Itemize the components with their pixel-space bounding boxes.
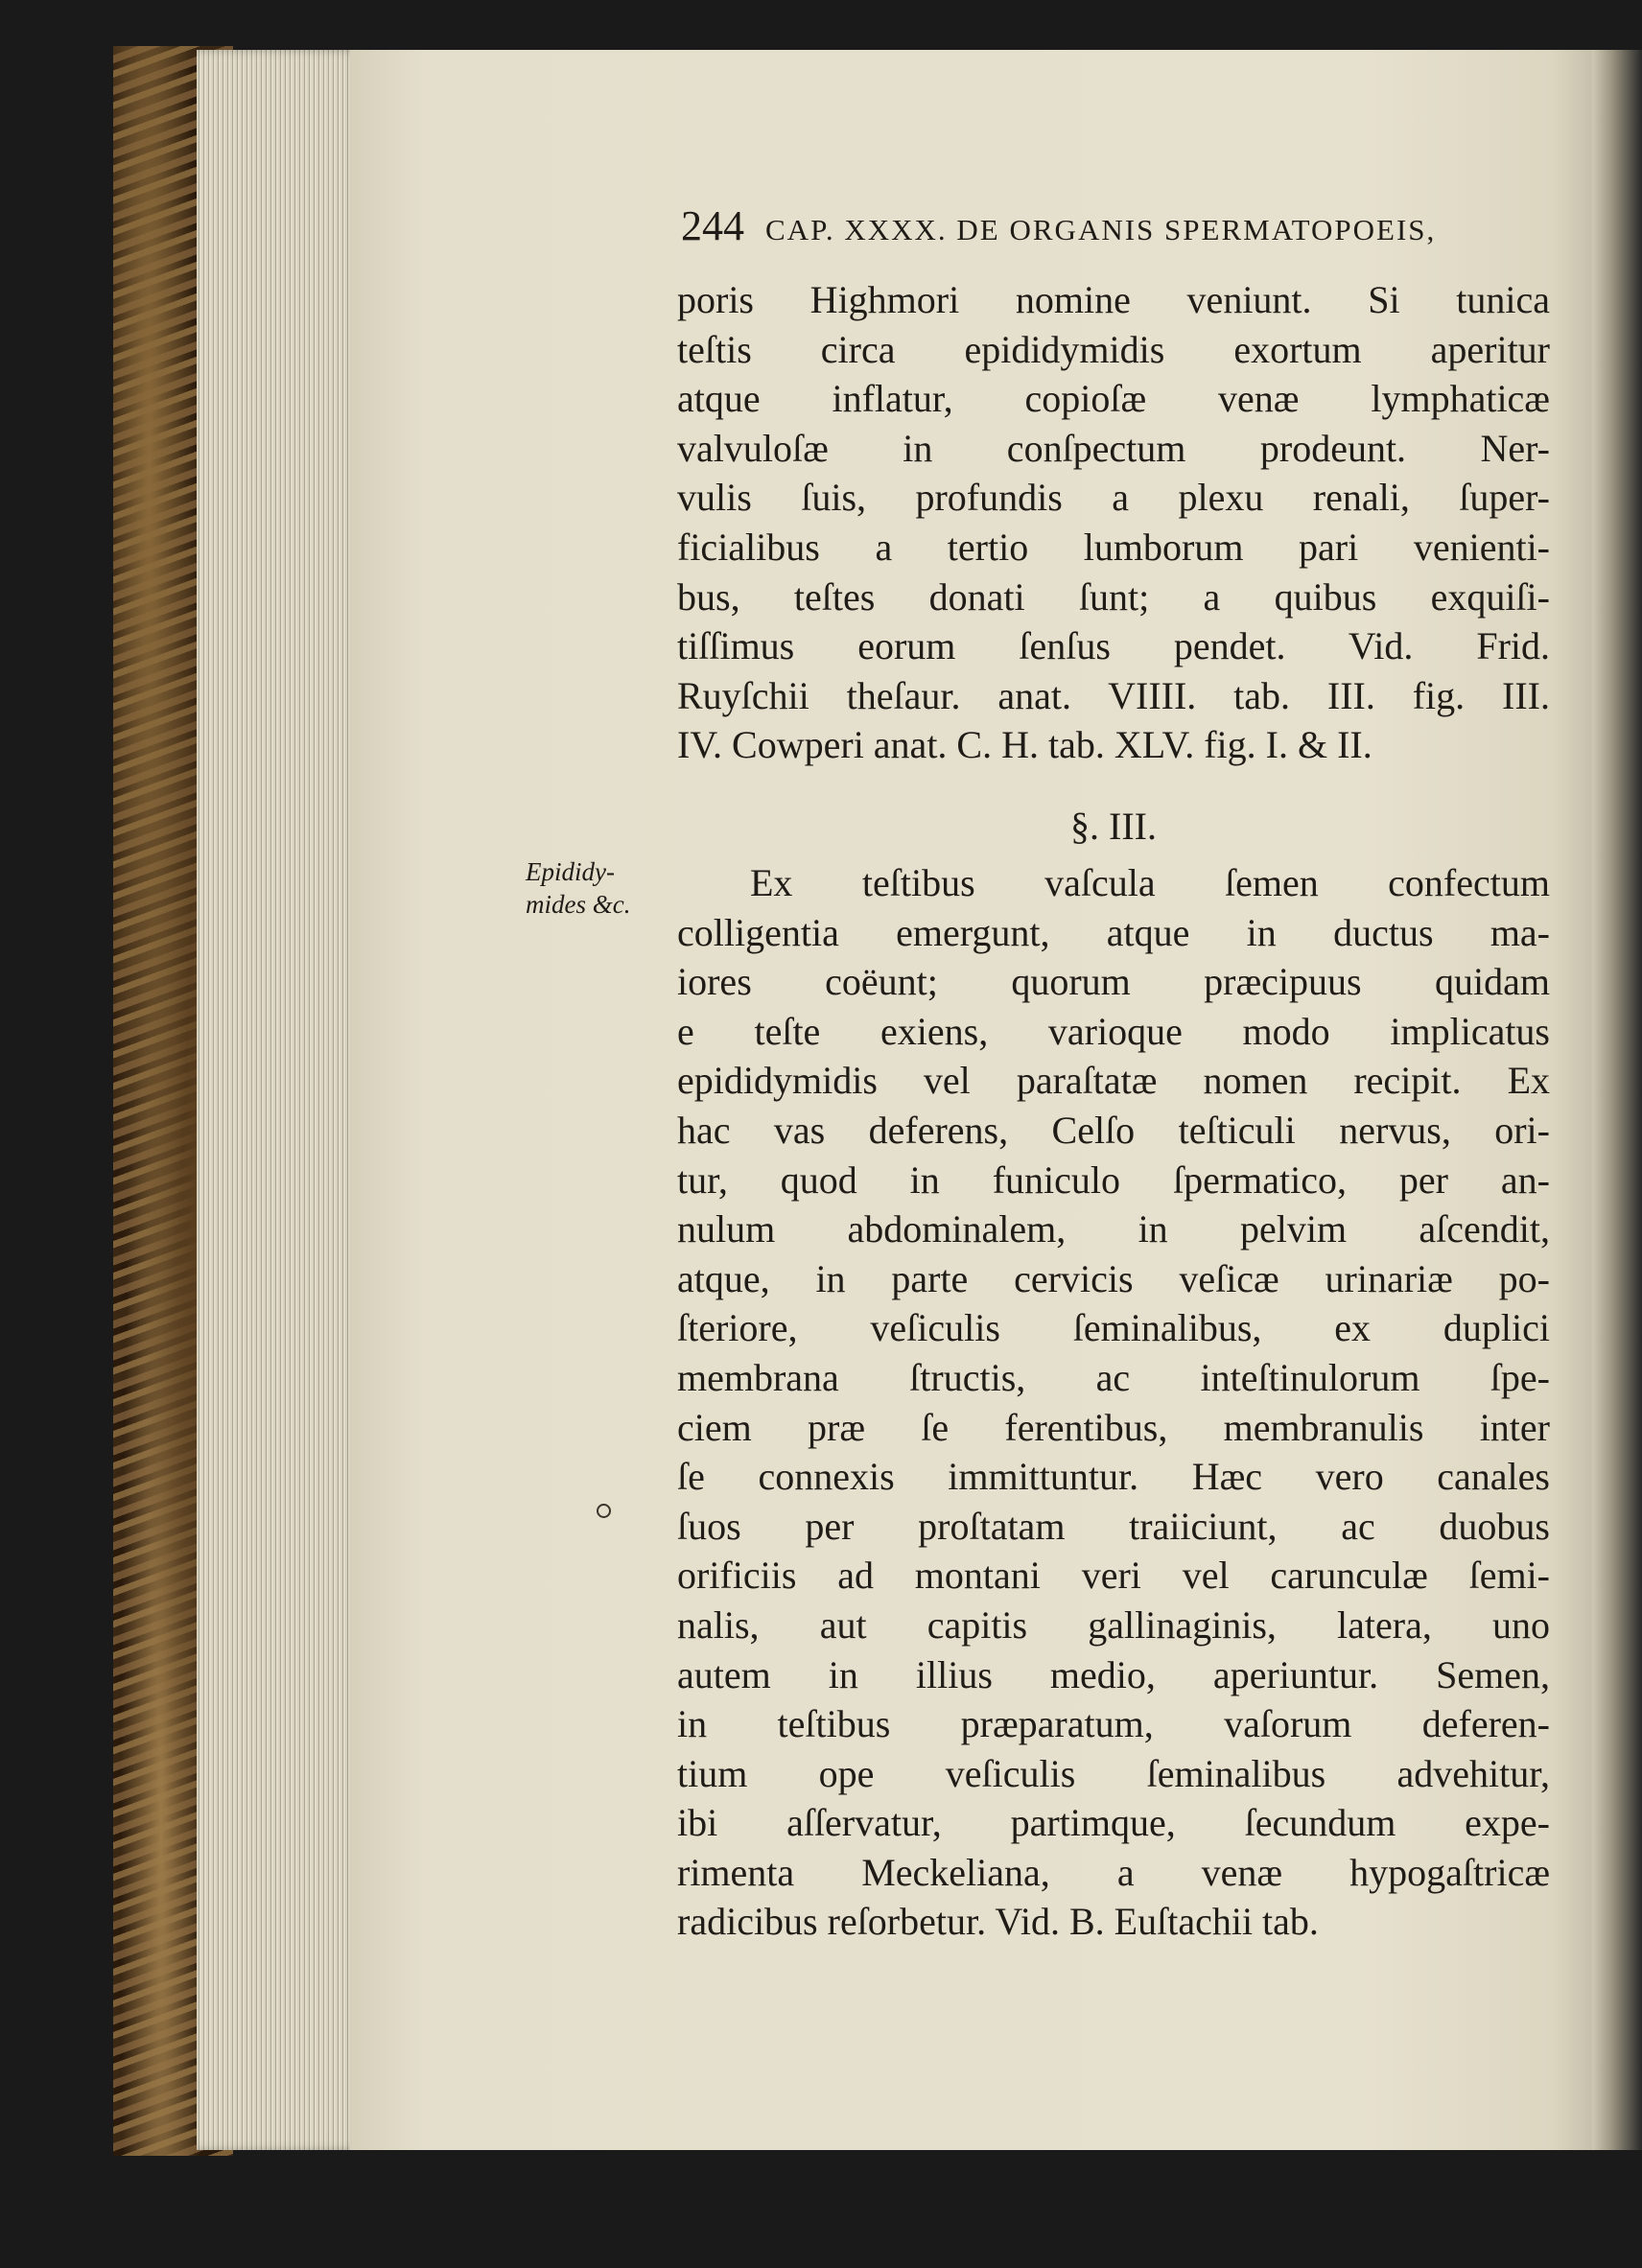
margin-note-line: mides &c. [526, 890, 631, 919]
text-line: ciem præ ſe ferentibus, membranulis inter [677, 1405, 1550, 1449]
page-number: 244 [681, 202, 744, 249]
text-line: bus, teſtes donati ſunt; a quibus exquiſi- [677, 574, 1550, 619]
text-line: IV. Cowperi anat. C. H. tab. XLV. fig. I. & II. [677, 723, 1372, 767]
text-line: membrana ſtructis, ac inteſtinulorum ſpe- [677, 1355, 1550, 1399]
text-line: e teſte exiens, varioque modo implicatus [677, 1009, 1550, 1053]
text-line: radicibus reſorbetur. Vid. B. Euſtachii tab. [677, 1900, 1319, 1944]
text-line: tur, quod in funiculo ſpermatico, per an- [677, 1157, 1550, 1202]
section-heading: §. III. [1070, 805, 1157, 848]
text-line: teſtis circa epididymidis exortum aperitur [677, 327, 1550, 371]
text-line: in teſtibus præparatum, vaſorum deferen- [677, 1702, 1550, 1746]
text-line: epididymidis vel paraſtatæ nomen recipit. Ex [677, 1059, 1550, 1103]
text-line: ficialibus a tertio lumborum pari venienti- [677, 525, 1550, 569]
text-line: atque inflatur, copioſæ venæ lymphaticæ [677, 377, 1550, 421]
text-line: colligentia emergunt, atque in ductus ma- [677, 910, 1550, 954]
text-line: ſteriore, veſiculis ſeminalibus, ex duplici [677, 1306, 1550, 1350]
text-line: atque, in parte cervicis veſicæ urinariæ po- [677, 1256, 1550, 1300]
text-line: orificiis ad montani veri vel carunculæ ſemi- [677, 1554, 1550, 1598]
text-line: ſuos per proſtatam traiiciunt, ac duobus [677, 1504, 1550, 1548]
text-line: tium ope veſiculis ſeminalibus advehitur, [677, 1751, 1550, 1795]
page-stack-edges [197, 50, 360, 2150]
text-line: ſe connexis immittuntur. Hæc vero canales [677, 1455, 1550, 1499]
text-line: valvuloſæ in conſpectum prodeunt. Ner- [677, 426, 1550, 470]
margin-note [526, 855, 669, 921]
text-line: poris Highmori nomine veniunt. Si tunica [677, 278, 1550, 321]
text-line: hac vas deferens, Celſo teſticuli nervus, ori- [677, 1108, 1550, 1152]
text-line: nalis, aut capitis gallinaginis, latera, uno [677, 1602, 1550, 1647]
text-line: autem in illius medio, aperiuntur. Semen, [677, 1652, 1550, 1696]
text-line: nulum abdominalem, in pelvim aſcendit, [677, 1207, 1550, 1251]
printer-ornament-dot [597, 1504, 611, 1518]
paragraph-1 [677, 275, 1550, 770]
text-line: tiſſimus eorum ſenſus pendet. Vid. Frid. [677, 624, 1550, 668]
text-line: rimenta Meckeliana, a venæ hypogaſtricæ [677, 1850, 1550, 1894]
text-line: Ex teſtibus vaſcula ſemen confectum [750, 861, 1550, 904]
margin-note-line: Epididy- [526, 857, 615, 886]
gutter-shadow [1592, 50, 1642, 2150]
text-line: vulis ſuis, profundis a plexu renali, ſuper- [677, 476, 1550, 520]
running-title: CAP. XXXX. DE ORGANIS SPERMATOPOEIS, [765, 213, 1437, 246]
running-header [681, 201, 1549, 250]
paragraph-2 [677, 858, 1550, 1947]
text-line: ibi aſſervatur, partimque, ſecundum expe- [677, 1801, 1550, 1845]
text-line: Ruyſchii theſaur. anat. VIIII. tab. III. fig. III. [677, 673, 1550, 717]
text-line: iores coëunt; quorum præcipuus quidam [677, 960, 1550, 1004]
